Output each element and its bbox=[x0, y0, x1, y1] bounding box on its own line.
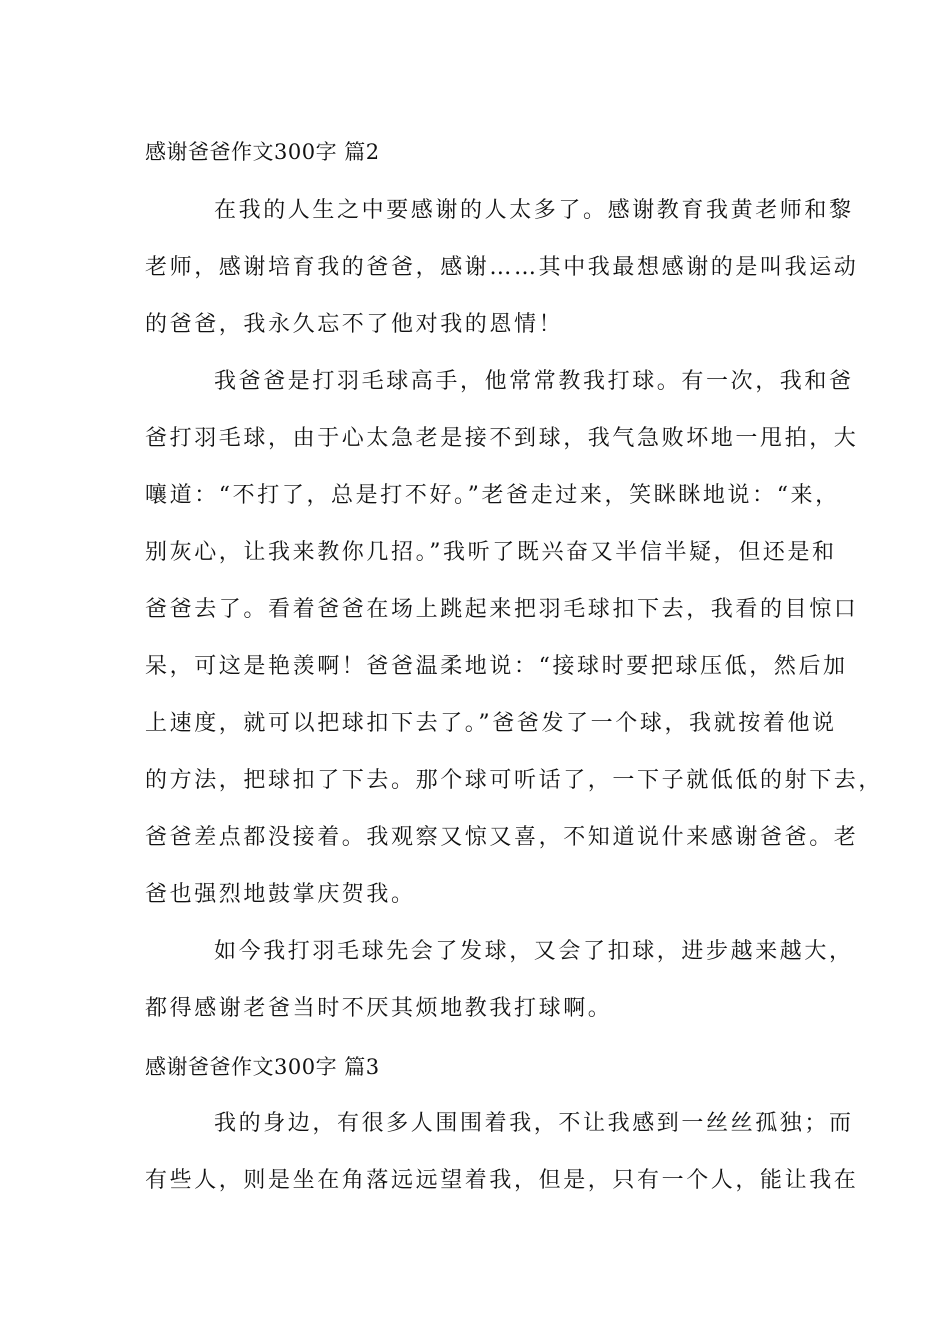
paragraph-line: 我爸爸是打羽毛球高手，他常常教我打球。有一次，我和爸 bbox=[214, 369, 854, 394]
paragraph-line: 爸也强烈地鼓掌庆贺我。 bbox=[145, 882, 416, 907]
paragraph-line: 我的身边，有很多人围围着我，不让我感到一丝丝孤独；而 bbox=[214, 1111, 854, 1136]
paragraph-line: 老师，感谢培育我的爸爸，感谢……其中我最想感谢的是叫我运动 bbox=[145, 255, 859, 280]
paragraph-line: 别灰心，让我来教你几招。”我听了既兴奋又半信半疑，但还是和 bbox=[145, 540, 837, 565]
paragraph-line: 爸打羽毛球，由于心太急老是接不到球，我气急败坏地一甩拍，大 bbox=[145, 426, 859, 451]
paragraph-line: 上速度，就可以把球扣下去了。”爸爸发了一个球，我就按着他说 bbox=[145, 711, 837, 736]
paragraph-line: 如今我打羽毛球先会了发球，又会了扣球，进步越来越大， bbox=[214, 939, 854, 964]
section-heading: 感谢爸爸作文300字 篇3 bbox=[145, 1055, 380, 1079]
paragraph-line: 都得感谢老爸当时不厌其烦地教我打球啊。 bbox=[145, 996, 613, 1021]
paragraph-line: 有些人，则是坐在角落远远望着我，但是，只有一个人，能让我在 bbox=[145, 1168, 859, 1193]
paragraph-line: 爸爸差点都没接着。我观察又惊又喜，不知道说什来感谢爸爸。老 bbox=[145, 825, 859, 850]
paragraph-line: 呆，可这是艳羡啊！爸爸温柔地说：“接球时要把球压低，然后加 bbox=[145, 654, 848, 679]
paragraph-line: 在我的人生之中要感谢的人太多了。感谢教育我黄老师和黎 bbox=[214, 198, 854, 223]
paragraph-line: 的爸爸，我永久忘不了他对我的恩情！ bbox=[145, 312, 564, 337]
paragraph-line: 嚷道：“不打了，总是打不好。”老爸走过来，笑眯眯地说：“来， bbox=[145, 483, 840, 508]
paragraph-line: 的方法，把球扣了下去。那个球可听话了，一下子就低低的射下去， bbox=[145, 768, 884, 793]
paragraph-line: 爸爸去了。看着爸爸在场上跳起来把羽毛球扣下去，我看的目惊口 bbox=[145, 597, 859, 622]
section-heading: 感谢爸爸作文300字 篇2 bbox=[145, 140, 380, 164]
